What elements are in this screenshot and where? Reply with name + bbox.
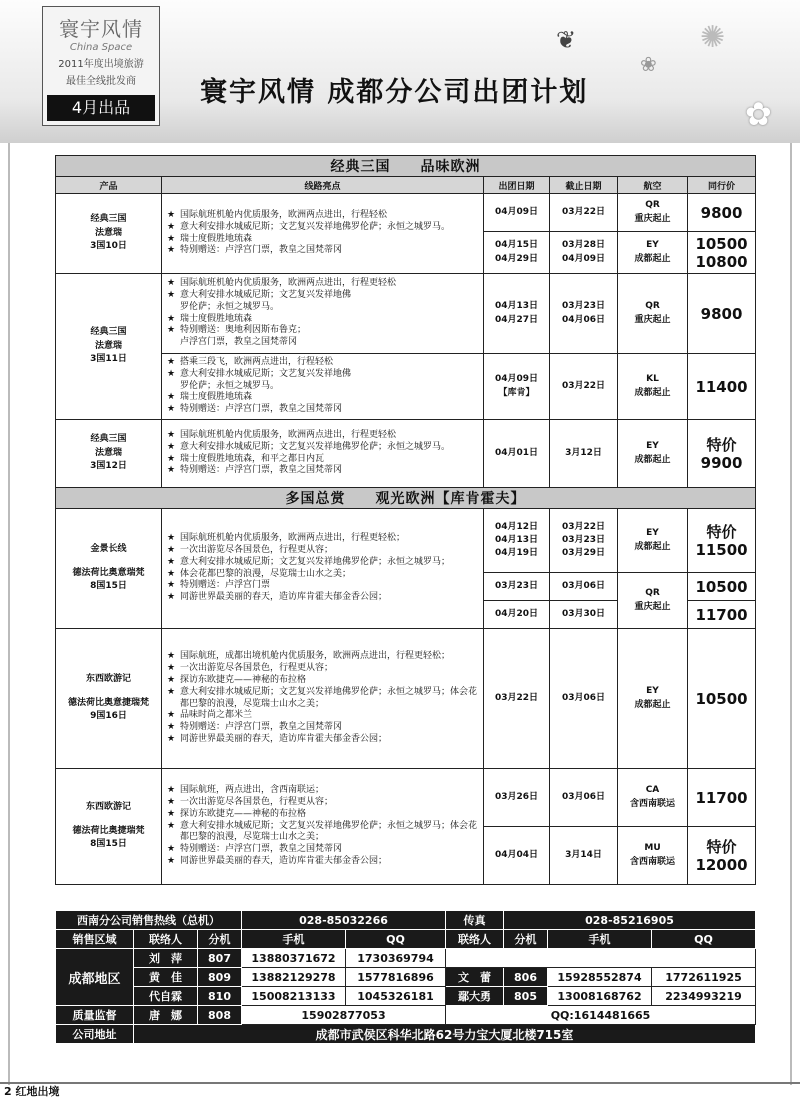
contact-ext: 806	[504, 968, 548, 987]
price-label: 特价	[706, 837, 737, 856]
deadline-date: 03月23日	[561, 301, 606, 312]
airline	[618, 420, 688, 488]
depart-date: 04月13日	[494, 301, 539, 312]
depart-date: 04月19日	[494, 548, 539, 559]
price	[688, 354, 756, 420]
contact-mobile: 13880371672	[242, 949, 346, 968]
price-value: 11500	[695, 540, 748, 559]
highlight-item: ★ 意大利安排水城威尼斯；文艺复兴发祥地佛罗伦萨；永恒之城罗马；体会花都巴黎的浪漫，尽览瑞士山水之美；	[180, 687, 479, 711]
highlight-item: 罗伦萨；永恒之城罗马。	[180, 301, 280, 312]
highlight-item: ★ 特别赠送：卢浮宫门票，教皇之国梵蒂冈	[180, 245, 479, 257]
butterfly-icon: ❦	[556, 26, 577, 54]
price-value: 10500	[695, 234, 748, 253]
depart-dates	[484, 769, 550, 827]
route-highlights	[162, 354, 484, 420]
deadline-date: 03月30日	[561, 608, 606, 619]
depart-date: 04月09日	[494, 206, 539, 217]
highlight-item: ★ 同游世界最美丽的春天，造访库肯霍夫郁金香公园；	[180, 734, 479, 746]
deadline-date: 03月23日	[561, 534, 606, 545]
airline	[618, 629, 688, 769]
route-highlights	[162, 194, 484, 274]
column-header-row	[56, 177, 756, 194]
highlight-item: ★ 意大利安排水城威尼斯；文艺复兴发祥地佛	[180, 290, 479, 302]
highlight-item: ★ 国际航班机舱内优质服务，欧洲两点进出，行程轻松	[180, 210, 479, 222]
month-badge: 4月出品	[47, 95, 155, 121]
price-value: 9800	[700, 203, 743, 222]
header-contact: 联络人	[446, 930, 504, 949]
section-header	[56, 488, 756, 509]
deadline-date: 03月22日	[561, 206, 606, 217]
contact-qq: 2234993219	[652, 987, 756, 1006]
depart-note: 【库肯】	[498, 387, 535, 398]
airline	[618, 274, 688, 354]
depart-dates	[484, 601, 550, 629]
price-value: 9800	[700, 304, 743, 323]
price	[688, 827, 756, 885]
product-title: 东西欧游记	[85, 674, 131, 685]
contact-ext: 805	[504, 987, 548, 1006]
airline	[618, 232, 688, 274]
highlight-item: ★ 特别赠送：卢浮宫门票，教皇之国梵蒂冈	[180, 722, 479, 734]
col-depart: 出团日期	[484, 177, 550, 194]
contact-name: 鄢大勇	[446, 987, 504, 1006]
product-countries: 德法荷比奥意捷瑞梵	[67, 697, 149, 708]
table-row	[56, 629, 756, 769]
depart-date: 04月04日	[494, 849, 539, 860]
deadline-dates	[550, 573, 618, 601]
logo-mark: 寰宇风情	[59, 17, 143, 41]
highlight-item: ★ 探访东欧捷克——神秘的布拉格	[180, 675, 479, 687]
contact-ext: 809	[198, 968, 242, 987]
highlight-item: ★ 特别赠送：卢浮宫门票，教皇之国梵蒂冈	[180, 404, 479, 416]
empty-cell	[446, 949, 756, 968]
product-countries: 法意瑞	[94, 447, 122, 458]
table-row	[56, 194, 756, 232]
logo-tag: China Space	[69, 42, 133, 53]
col-airline: 航空	[618, 177, 688, 194]
logo-award-line2: 最佳全线批发商	[66, 76, 136, 87]
price-value: 9900	[700, 453, 743, 472]
depart-dates	[484, 509, 550, 573]
highlight-item: ★ 瑞士度假胜地琉森	[180, 392, 479, 404]
highlight-item: ★ 搭乘三段飞，欧洲两点进出，行程轻松	[180, 357, 479, 369]
highlight-item: ★ 国际航班机舱内优质服务，欧洲两点进出，行程更轻松	[180, 430, 479, 442]
header-banner	[0, 0, 800, 143]
contact-qq: 1730369794	[346, 949, 446, 968]
highlight-item: ★ 国际航班机舱内优质服务，欧洲两点进出，行程更轻松	[180, 278, 479, 290]
airline	[618, 509, 688, 573]
airline-note: 含西南联运	[629, 856, 675, 867]
flower-icon: ✿	[745, 95, 772, 133]
product-name	[56, 509, 162, 629]
highlight-item: 罗伦萨；永恒之城罗马。	[180, 380, 280, 391]
deadline-date: 03月06日	[561, 580, 606, 591]
flower-icon: ❀	[640, 52, 657, 76]
price-value: 11400	[695, 377, 748, 396]
header-ext: 分机	[504, 930, 548, 949]
depart-dates	[484, 827, 550, 885]
contact-ext: 810	[198, 987, 242, 1006]
product-title: 经典三国	[90, 214, 127, 225]
price-value: 10800	[695, 252, 748, 271]
depart-dates	[484, 194, 550, 232]
product-duration: 8国15日	[90, 581, 127, 592]
deadline-dates	[550, 354, 618, 420]
depart-date: 04月20日	[494, 608, 539, 619]
contact-table	[55, 910, 756, 1044]
highlight-item: ★ 特别赠送：卢浮宫门票	[180, 580, 479, 592]
depart-dates	[484, 354, 550, 420]
contact-qq: 1577816896	[346, 968, 446, 987]
contact-name: 代自霖	[134, 987, 198, 1006]
col-deadline: 截止日期	[550, 177, 618, 194]
deadline-date: 3月14日	[565, 849, 602, 860]
highlight-item: ★ 意大利安排水城威尼斯；文艺复兴发祥地佛	[180, 369, 479, 381]
depart-dates	[484, 629, 550, 769]
highlight-item: ★ 一次出游览尽各国景色，行程更从容；	[180, 545, 479, 557]
highlight-item: ★ 特别赠送：卢浮宫门票，教皇之国梵蒂冈	[180, 465, 479, 477]
highlight-item: ★ 国际航班，成都出境机舱内优质服务，欧洲两点进出，行程更轻松；	[180, 651, 479, 663]
depart-date: 04月27日	[494, 314, 539, 325]
product-name	[56, 194, 162, 274]
airline	[618, 194, 688, 232]
airline-note: 含西南联运	[629, 798, 675, 809]
deadline-dates	[550, 274, 618, 354]
contact-name: 黄 佳	[134, 968, 198, 987]
airline-code: CA	[645, 785, 660, 795]
airline-code: MU	[644, 843, 661, 853]
airline-code: QR	[645, 301, 660, 311]
deadline-dates	[550, 509, 618, 573]
deadline-dates	[550, 769, 618, 827]
airline-note: 成都起止	[634, 454, 671, 465]
contact-mobile: 15928552874	[548, 968, 652, 987]
deadline-date: 03月28日	[561, 240, 606, 251]
deadline-dates	[550, 827, 618, 885]
airline	[618, 573, 688, 629]
airline-note: 重庆起止	[634, 601, 671, 612]
depart-date: 04月15日	[494, 240, 539, 251]
highlight-item: ★ 意大利安排水城威尼斯；文艺复兴发祥地佛罗伦萨；永恒之城罗马。	[180, 222, 479, 234]
depart-dates	[484, 274, 550, 354]
depart-dates	[484, 420, 550, 488]
deadline-date: 03月22日	[561, 521, 606, 532]
product-duration: 3国11日	[90, 354, 127, 365]
product-duration: 3国10日	[90, 241, 127, 252]
product-name	[56, 769, 162, 885]
highlight-item: ★ 特别赠送：卢浮宫门票，教皇之国梵蒂冈	[180, 844, 479, 856]
route-highlights	[162, 274, 484, 354]
depart-date: 03月26日	[494, 791, 539, 802]
airline-note: 成都起止	[634, 541, 671, 552]
product-title: 金景长线	[90, 544, 127, 555]
depart-dates	[484, 232, 550, 274]
highlight-item: 卢浮宫门票，教皇之国梵蒂冈	[180, 337, 298, 348]
contact-qq: 1045326181	[346, 987, 446, 1006]
product-countries: 法意瑞	[94, 340, 122, 351]
quality-label: 质量监督	[56, 1006, 134, 1025]
price-value: 12000	[695, 855, 748, 874]
price-label: 特价	[706, 522, 737, 541]
airline-note: 成都起止	[634, 253, 671, 264]
section-header	[56, 156, 756, 177]
contact-row	[56, 987, 756, 1006]
deadline-date: 04月09日	[561, 253, 606, 264]
depart-date: 04月29日	[494, 253, 539, 264]
deadline-dates	[550, 629, 618, 769]
price	[688, 601, 756, 629]
depart-date: 04月01日	[494, 447, 539, 458]
header-contact: 联络人	[134, 930, 198, 949]
price-value: 10500	[695, 689, 748, 708]
table-row	[56, 274, 756, 354]
highlight-item: ★ 品味时尚之都米兰	[180, 710, 479, 722]
header-ext: 分机	[198, 930, 242, 949]
quality-row	[56, 1006, 756, 1025]
route-highlights	[162, 769, 484, 885]
route-highlights	[162, 509, 484, 629]
header-region: 销售区域	[56, 930, 134, 949]
price	[688, 194, 756, 232]
col-product: 产品	[56, 177, 162, 194]
product-duration: 8国15日	[90, 839, 127, 850]
depart-date: 03月23日	[494, 580, 539, 591]
airline-note: 重庆起止	[634, 213, 671, 224]
depart-date: 04月12日	[494, 521, 539, 532]
table-row	[56, 420, 756, 488]
airline	[618, 354, 688, 420]
contact-qq: 1772611925	[652, 968, 756, 987]
depart-dates	[484, 573, 550, 601]
header-mobile: 手机	[242, 930, 346, 949]
hotline-label: 西南分公司销售热线（总机）	[56, 911, 242, 930]
quality-mobile: 15902877053	[242, 1006, 446, 1025]
deadline-date: 03月29日	[561, 548, 606, 559]
highlight-item: ★ 一次出游览尽各国景色，行程更从容；	[180, 663, 479, 675]
highlight-item: ★ 探访东欧捷克——神秘的布拉格	[180, 809, 479, 821]
deadline-dates	[550, 232, 618, 274]
price	[688, 232, 756, 274]
section-title: 多国总赏 观光欧洲【库肯霍夫】	[56, 488, 756, 509]
schedule-table	[55, 155, 756, 885]
address-row	[56, 1025, 756, 1044]
product-title: 东西欧游记	[85, 802, 131, 813]
logo	[42, 6, 160, 126]
fax-number: 028-85216905	[504, 911, 756, 930]
depart-date: 04月13日	[494, 534, 539, 545]
table-row	[56, 509, 756, 573]
deadline-date: 3月12日	[565, 447, 602, 458]
header-mobile: 手机	[548, 930, 652, 949]
depart-date: 03月22日	[494, 692, 539, 703]
highlight-item: ★ 特别赠送：奥地利因斯布鲁克；	[180, 325, 479, 337]
product-countries: 法意瑞	[94, 227, 122, 238]
airline-code: EY	[646, 240, 659, 250]
flower-icon: ✺	[700, 20, 726, 55]
hotline-number: 028-85032266	[242, 911, 446, 930]
airline-code: EY	[646, 441, 659, 451]
airline-code: KL	[646, 374, 659, 384]
highlight-item: ★ 体会花都巴黎的浪漫，尽览瑞士山水之美；	[180, 569, 479, 581]
logo-award-line1: 2011年度出境旅游	[58, 59, 144, 70]
airline-code: EY	[646, 686, 659, 696]
product-duration: 3国12日	[90, 461, 127, 472]
highlight-item: ★ 意大利安排水城威尼斯；文艺复兴发祥地佛罗伦萨；永恒之城罗马。	[180, 442, 479, 454]
product-title: 经典三国	[90, 327, 127, 338]
route-highlights	[162, 629, 484, 769]
deadline-date: 03月22日	[561, 380, 606, 391]
highlight-item: ★ 同游世界最美丽的春天，造访库肯霍夫郁金香公园；	[180, 592, 479, 604]
highlight-item: ★ 国际航班机舱内优质服务，欧洲两点进出，行程更轻松；	[180, 533, 479, 545]
deadline-dates	[550, 420, 618, 488]
deadline-dates	[550, 194, 618, 232]
highlight-item: ★ 意大利安排水城威尼斯；文艺复兴发祥地佛罗伦萨；永恒之城罗马；	[180, 557, 479, 569]
product-name	[56, 420, 162, 488]
quality-qq: QQ:1614481665	[446, 1006, 756, 1025]
deadline-date: 03月06日	[561, 692, 606, 703]
hotline-row	[56, 911, 756, 930]
airline-code: QR	[645, 588, 660, 598]
company-address: 成都市武侯区科华北路62号力宝大厦北楼715室	[134, 1025, 756, 1044]
contact-row	[56, 968, 756, 987]
col-route: 线路亮点	[162, 177, 484, 194]
sales-region: 成都地区	[56, 949, 134, 1006]
table-row	[56, 769, 756, 827]
highlight-item: ★ 瑞士度假胜地琉森，和平之都日内瓦	[180, 454, 479, 466]
page-footer: 2 红地出境	[0, 1082, 800, 1100]
price	[688, 769, 756, 827]
price	[688, 629, 756, 769]
highlight-item: ★ 瑞士度假胜地琉森	[180, 234, 479, 246]
deadline-date: 03月06日	[561, 791, 606, 802]
price	[688, 420, 756, 488]
quality-ext: 808	[198, 1006, 242, 1025]
airline-note: 成都起止	[634, 699, 671, 710]
product-name	[56, 629, 162, 769]
contact-row	[56, 949, 756, 968]
product-countries: 德法荷比奥捷瑞梵	[72, 825, 145, 836]
quality-name: 唐 娜	[134, 1006, 198, 1025]
section-title: 经典三国 品味欧洲	[56, 156, 756, 177]
page-title: 寰宇风情 成都分公司出团计划	[200, 77, 589, 108]
contact-ext: 807	[198, 949, 242, 968]
price-label: 特价	[706, 435, 737, 454]
price-value: 11700	[695, 788, 748, 807]
price	[688, 509, 756, 573]
contact-mobile: 15008213133	[242, 987, 346, 1006]
price	[688, 274, 756, 354]
price	[688, 573, 756, 601]
col-price: 同行价	[688, 177, 756, 194]
deadline-dates	[550, 601, 618, 629]
price-value: 10500	[695, 577, 748, 596]
header-qq: QQ	[652, 930, 756, 949]
airline-code: QR	[645, 200, 660, 210]
contact-mobile: 13008168762	[548, 987, 652, 1006]
airline-note: 重庆起止	[634, 314, 671, 325]
highlight-item: ★ 一次出游览尽各国景色，行程更从容；	[180, 797, 479, 809]
contact-header-row	[56, 930, 756, 949]
contact-mobile: 13882129278	[242, 968, 346, 987]
airline-note: 成都起止	[634, 387, 671, 398]
highlight-item: ★ 瑞士度假胜地琉森	[180, 314, 479, 326]
product-countries: 德法荷比奥意瑞梵	[72, 567, 145, 578]
deadline-date: 04月06日	[561, 314, 606, 325]
airline-code: EY	[646, 528, 659, 538]
price-value: 11700	[695, 605, 748, 624]
contact-name: 刘 萍	[134, 949, 198, 968]
highlight-item: ★ 国际航班，两点进出，含西南联运；	[180, 785, 479, 797]
header-qq: QQ	[346, 930, 446, 949]
product-title: 经典三国	[90, 434, 127, 445]
address-label: 公司地址	[56, 1025, 134, 1044]
route-highlights	[162, 420, 484, 488]
fax-label: 传真	[446, 911, 504, 930]
highlight-item: ★ 同游世界最美丽的春天，造访库肯霍夫郁金香公园；	[180, 856, 479, 868]
product-duration: 9国16日	[90, 711, 127, 722]
airline	[618, 827, 688, 885]
airline	[618, 769, 688, 827]
product-name	[56, 274, 162, 420]
contact-name: 文 蕾	[446, 968, 504, 987]
depart-date: 04月09日	[494, 374, 539, 385]
highlight-item: ★ 意大利安排水城威尼斯；文艺复兴发祥地佛罗伦萨；永恒之城罗马；体会花都巴黎的浪漫，尽览瑞士山水之美；	[180, 821, 479, 845]
